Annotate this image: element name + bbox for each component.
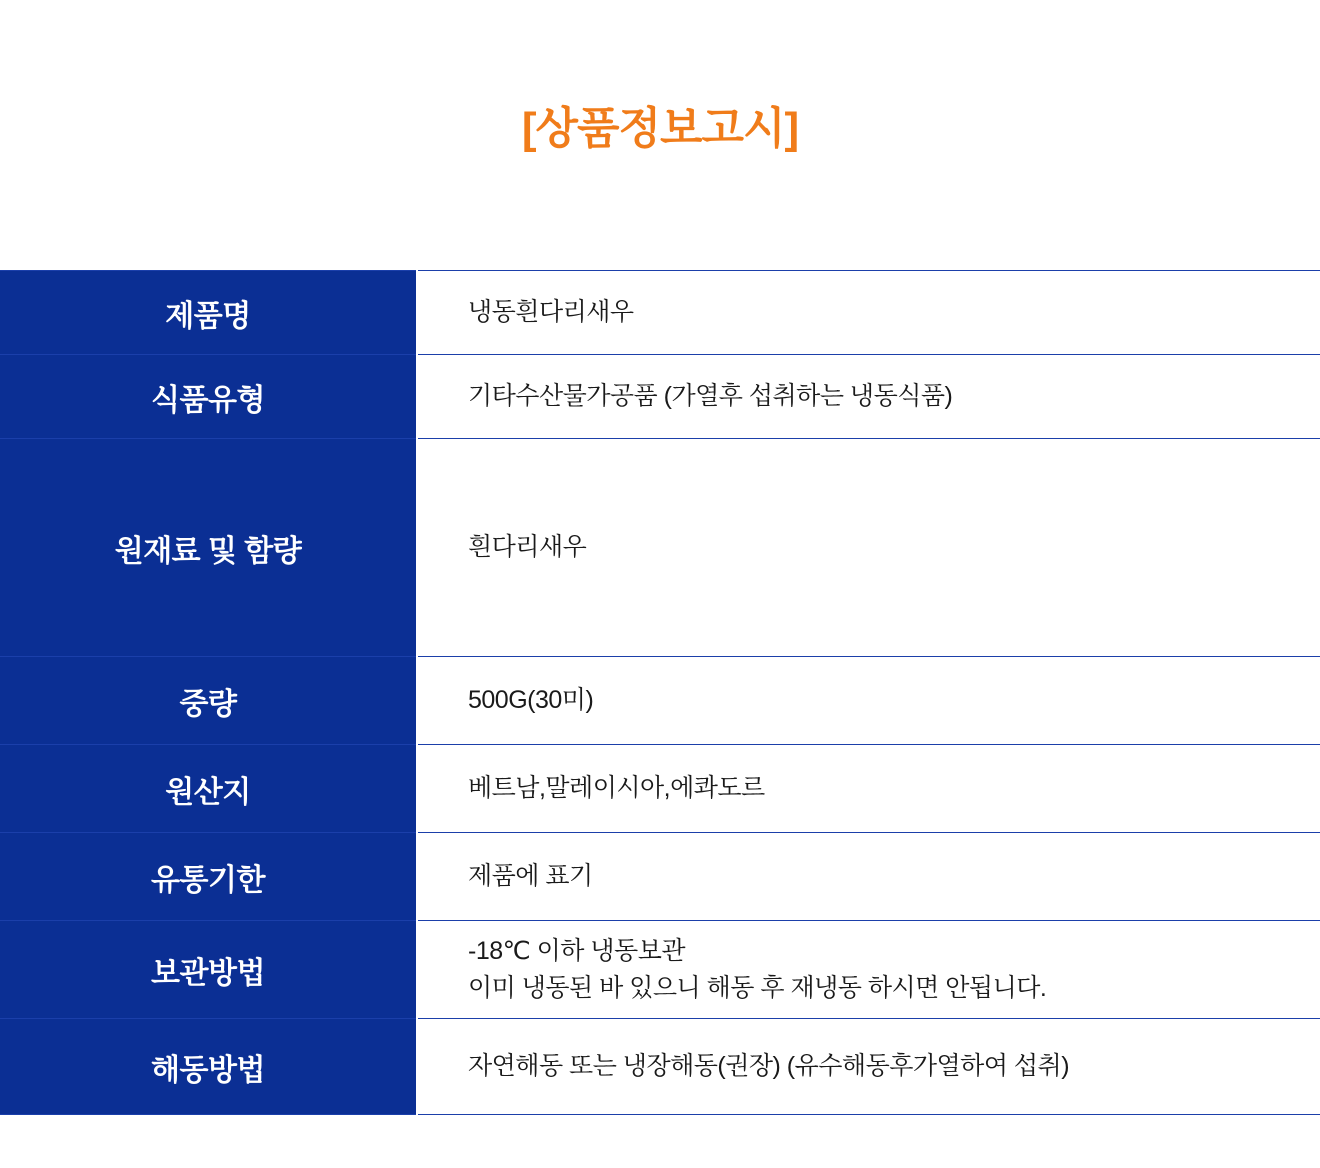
row-value-storage: [417, 921, 1320, 1019]
table-row: [0, 271, 1320, 355]
product-information-table: [0, 270, 1320, 1115]
row-value-thawing: 자연해동 또는 냉장해동(권장) (유수해동후가열하여 섭취): [417, 1019, 1320, 1115]
row-label-weight: 중량: [0, 657, 417, 745]
table-row: [0, 745, 1320, 833]
row-value-product-name: 냉동흰다리새우: [417, 271, 1320, 355]
row-label-product-name: 제품명: [0, 271, 417, 355]
row-label-expiry: 유통기한: [0, 833, 417, 921]
table-row: [0, 1019, 1320, 1115]
table-row: [0, 355, 1320, 439]
row-label-origin: 원산지: [0, 745, 417, 833]
storage-line-1: -18℃ 이하 냉동보관: [468, 937, 686, 966]
row-value-food-type: 기타수산물가공품 (가열후 섭취하는 냉동식품): [417, 355, 1320, 439]
row-label-food-type: 식품유형: [0, 355, 417, 439]
row-value-ingredients: 흰다리새우: [417, 439, 1320, 657]
table-row: [0, 439, 1320, 657]
row-value-weight: 500G(30미): [417, 657, 1320, 745]
table-row: [0, 657, 1320, 745]
page-title: [상품정보고시]: [521, 104, 799, 153]
row-label-storage: 보관방법: [0, 921, 417, 1019]
row-label-thawing: 해동방법: [0, 1019, 417, 1115]
row-value-origin: 베트남,말레이시아,에콰도르: [417, 745, 1320, 833]
table-row: [0, 833, 1320, 921]
row-value-expiry: 제품에 표기: [417, 833, 1320, 921]
table-row: [0, 921, 1320, 1019]
storage-line-2: 이미 냉동된 바 있으니 해동 후 재냉동 하시면 안됩니다.: [468, 973, 1047, 1002]
row-label-ingredients: 원재료 및 함량: [0, 439, 417, 657]
